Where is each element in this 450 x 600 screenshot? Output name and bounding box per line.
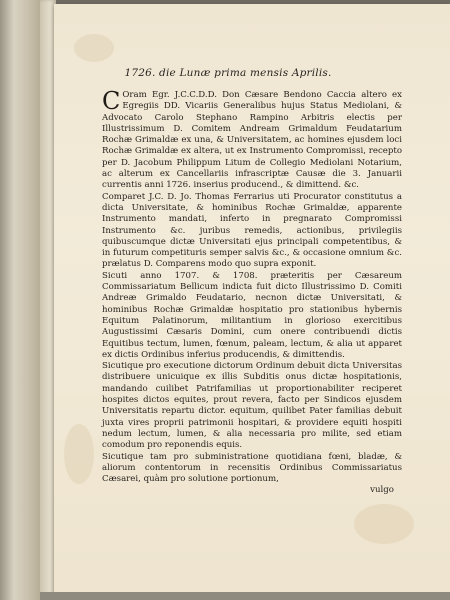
- drop-cap: C: [102, 87, 121, 115]
- paragraph-1: [102, 87, 402, 192]
- catchword: vulgo: [370, 485, 394, 496]
- paragraph-2: [102, 192, 402, 271]
- paragraph-3: [102, 271, 402, 361]
- paragraph-5: [102, 452, 402, 486]
- paragraph-text: Comparet J.C. D. Jo. Thomas Ferrarius uti Procurator constitutus a dicta Universitate, & hominibus Rochæ Grimaldæ, apparente Instrumento mandati, inferto in pregnarato Compromissi Instrumento &c. juribus remedis, actionibus, privilegiis quibuscumque dictæ Universitati ejus principali competentibus, & in futurum competituris semper salvis &c., & occasione omnium &c. prælatus D. Comparens modo quo supra exponit.: [102, 191, 402, 270]
- document-body: [102, 87, 402, 497]
- book-spine: [0, 0, 40, 600]
- page-bottom-edge: [40, 592, 450, 600]
- paper-stain: [74, 34, 114, 62]
- paragraph-text: Oram Egr. J.C.C.D.D. Don Cæsare Bendono Caccia altero ex Egregiis DD. Vicariis Generalibus hujus Status Mediolani, & Advocato Carolo Stephano Rampino Arbitris electis per Illustrissimum D. Comitem Andream Grimaldum Feudatarium Rochæ Grimaldæ ex una, & Universitatem, ac homines ejusdem loci Rochæ Grimaldæ ex altera, ut ex Instrumento Compromissi, recepto per D. Jacobum Philippum Litum de Collegio Mediolani Notarium, ac alterum ex Cancellariis infrascriptæ Causæ die 3. Januarii currentis anni 1726. inserius producend., & dimittend. &c.: [102, 90, 402, 191]
- paper-stain: [354, 504, 414, 544]
- document-date-heading: 1726. die Lunæ prima mensis Aprilis.: [124, 67, 332, 79]
- paper-stain: [64, 424, 94, 484]
- paragraph-text: Sicuti anno 1707. & 1708. præteritis per Cæsareum Commissariatum Bellicum indicta fuit dicto Illustrissimo D. Comiti Andreæ Grimaldo Feudatario, necnon dictæ Universitati, & hominibus Rochæ Grimaldæ hospitatio pro stationibus hybernis Equitum Palatinorum, militantium in glorioso exercitibus Augustissimi Cæsaris Domini, cum onere contribuendi dictis Equitibus tectum, lumen, fœnum, paleam, lectum, & alia ut apparet ex dictis Ordinibus inferius producendis, & dimittendis.: [102, 270, 402, 360]
- paragraph-text: Sicutique pro executione dictorum Ordinum debuit dicta Universitas distribuere unicuique ex illis Subditis onus dictæ hospitationis, mandando cuilibet Patrifamilias ut proportionabiliter reciperet hospites dictos equites, prout revera, facto per Sindicos ejusdem Universitatis repartu dictor. equitum, quilibet Pater familias debuit juxta vires proprii patrimonii hospitari, & providere equiti hospiti nedum lectum, lumen, & alia necessaria pro milite, sed etiam comodum pro reponendis equis.: [102, 361, 402, 451]
- paragraph-4: [102, 361, 402, 451]
- paragraph-text: Sicutique tam pro subministratione quotidiana fœni, bladæ, & aliorum contentorum in recensitis Ordinibus Commissariatus Cæsarei, quàm pro solutione portionum,: [102, 451, 402, 485]
